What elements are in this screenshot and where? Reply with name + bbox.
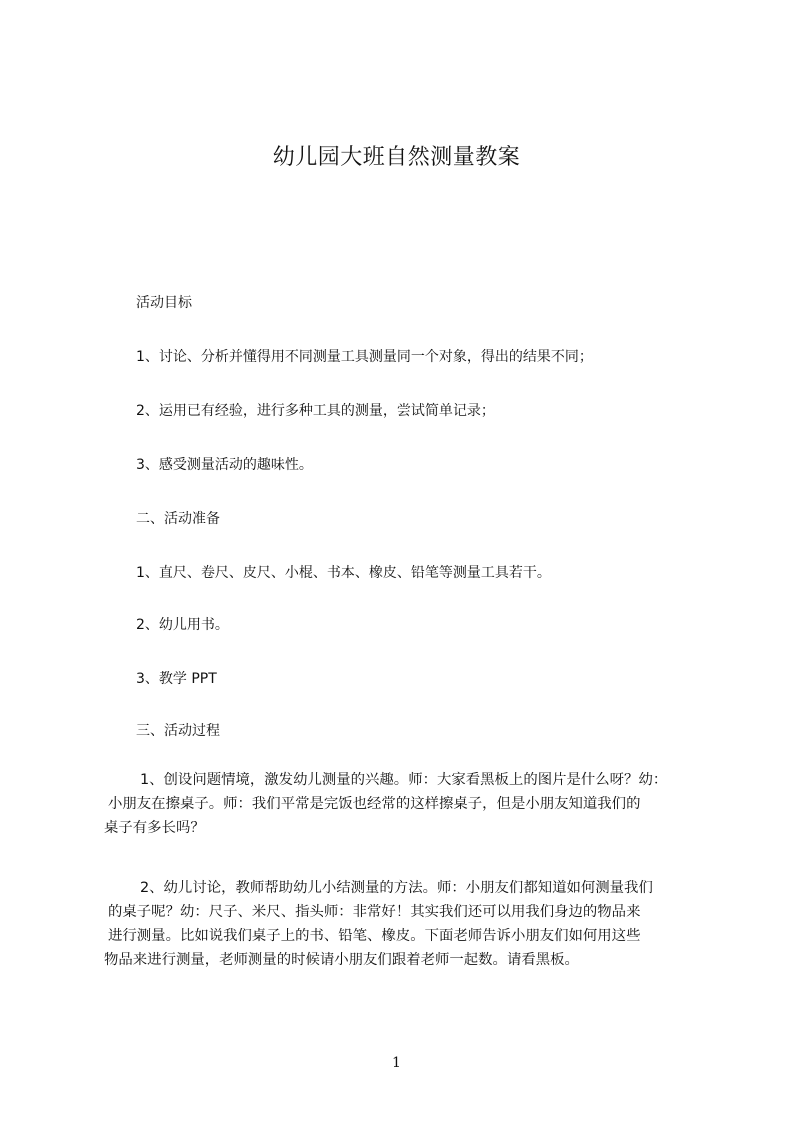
- heading-activity-goals: 活动目标: [136, 295, 192, 311]
- paragraph-line: 物品来进行测量，老师测量的时候请小朋友们跟着老师一起数。请看黑板。: [104, 952, 579, 968]
- preparation-item-3: 3、教学 PPT: [136, 671, 217, 687]
- paragraph-line: 1、创设问题情境，激发幼儿测量的兴趣。师：大家看黑板上的图片是什么呀？幼：: [140, 772, 668, 788]
- goal-item-2: 2、运用已有经验，进行多种工具的测量，尝试简单记录；: [136, 403, 495, 419]
- preparation-item-2: 2、幼儿用书。: [136, 617, 229, 633]
- paragraph-line: 小朋友在擦桌子。师：我们平常是完饭也经常的这样擦桌子，但是小朋友知道我们的: [108, 796, 641, 812]
- heading-activity-preparation: 二、活动准备: [136, 511, 220, 527]
- goal-item-1: 1、讨论、分析并懂得用不同测量工具测量同一个对象，得出的结果不同；: [136, 349, 593, 365]
- paragraph-line: 桌子有多长吗？: [104, 820, 205, 836]
- process-paragraph-2: [104, 876, 724, 972]
- page-number: 1: [392, 1055, 401, 1071]
- paragraph-line: 进行测量。比如说我们桌子上的书、铅笔、橡皮。下面老师告诉小朋友们如何用这些: [108, 928, 641, 944]
- paragraph-line: 2、幼儿讨论，教师帮助幼儿小结测量的方法。师：小朋友们都知道如何测量我们: [140, 880, 653, 896]
- heading-activity-process: 三、活动过程: [136, 723, 220, 739]
- document-title: 幼儿园大班自然测量教案: [272, 145, 521, 170]
- process-paragraph-1: [104, 768, 724, 840]
- paragraph-line: 的桌子呢？幼：尺子、米尺、指头师：非常好！其实我们还可以用我们身边的物品来: [108, 904, 641, 920]
- goal-item-3: 3、感受测量活动的趣味性。: [136, 457, 313, 473]
- preparation-item-1: 1、直尺、卷尺、皮尺、小棍、书本、橡皮、铅笔等测量工具若干。: [136, 565, 551, 581]
